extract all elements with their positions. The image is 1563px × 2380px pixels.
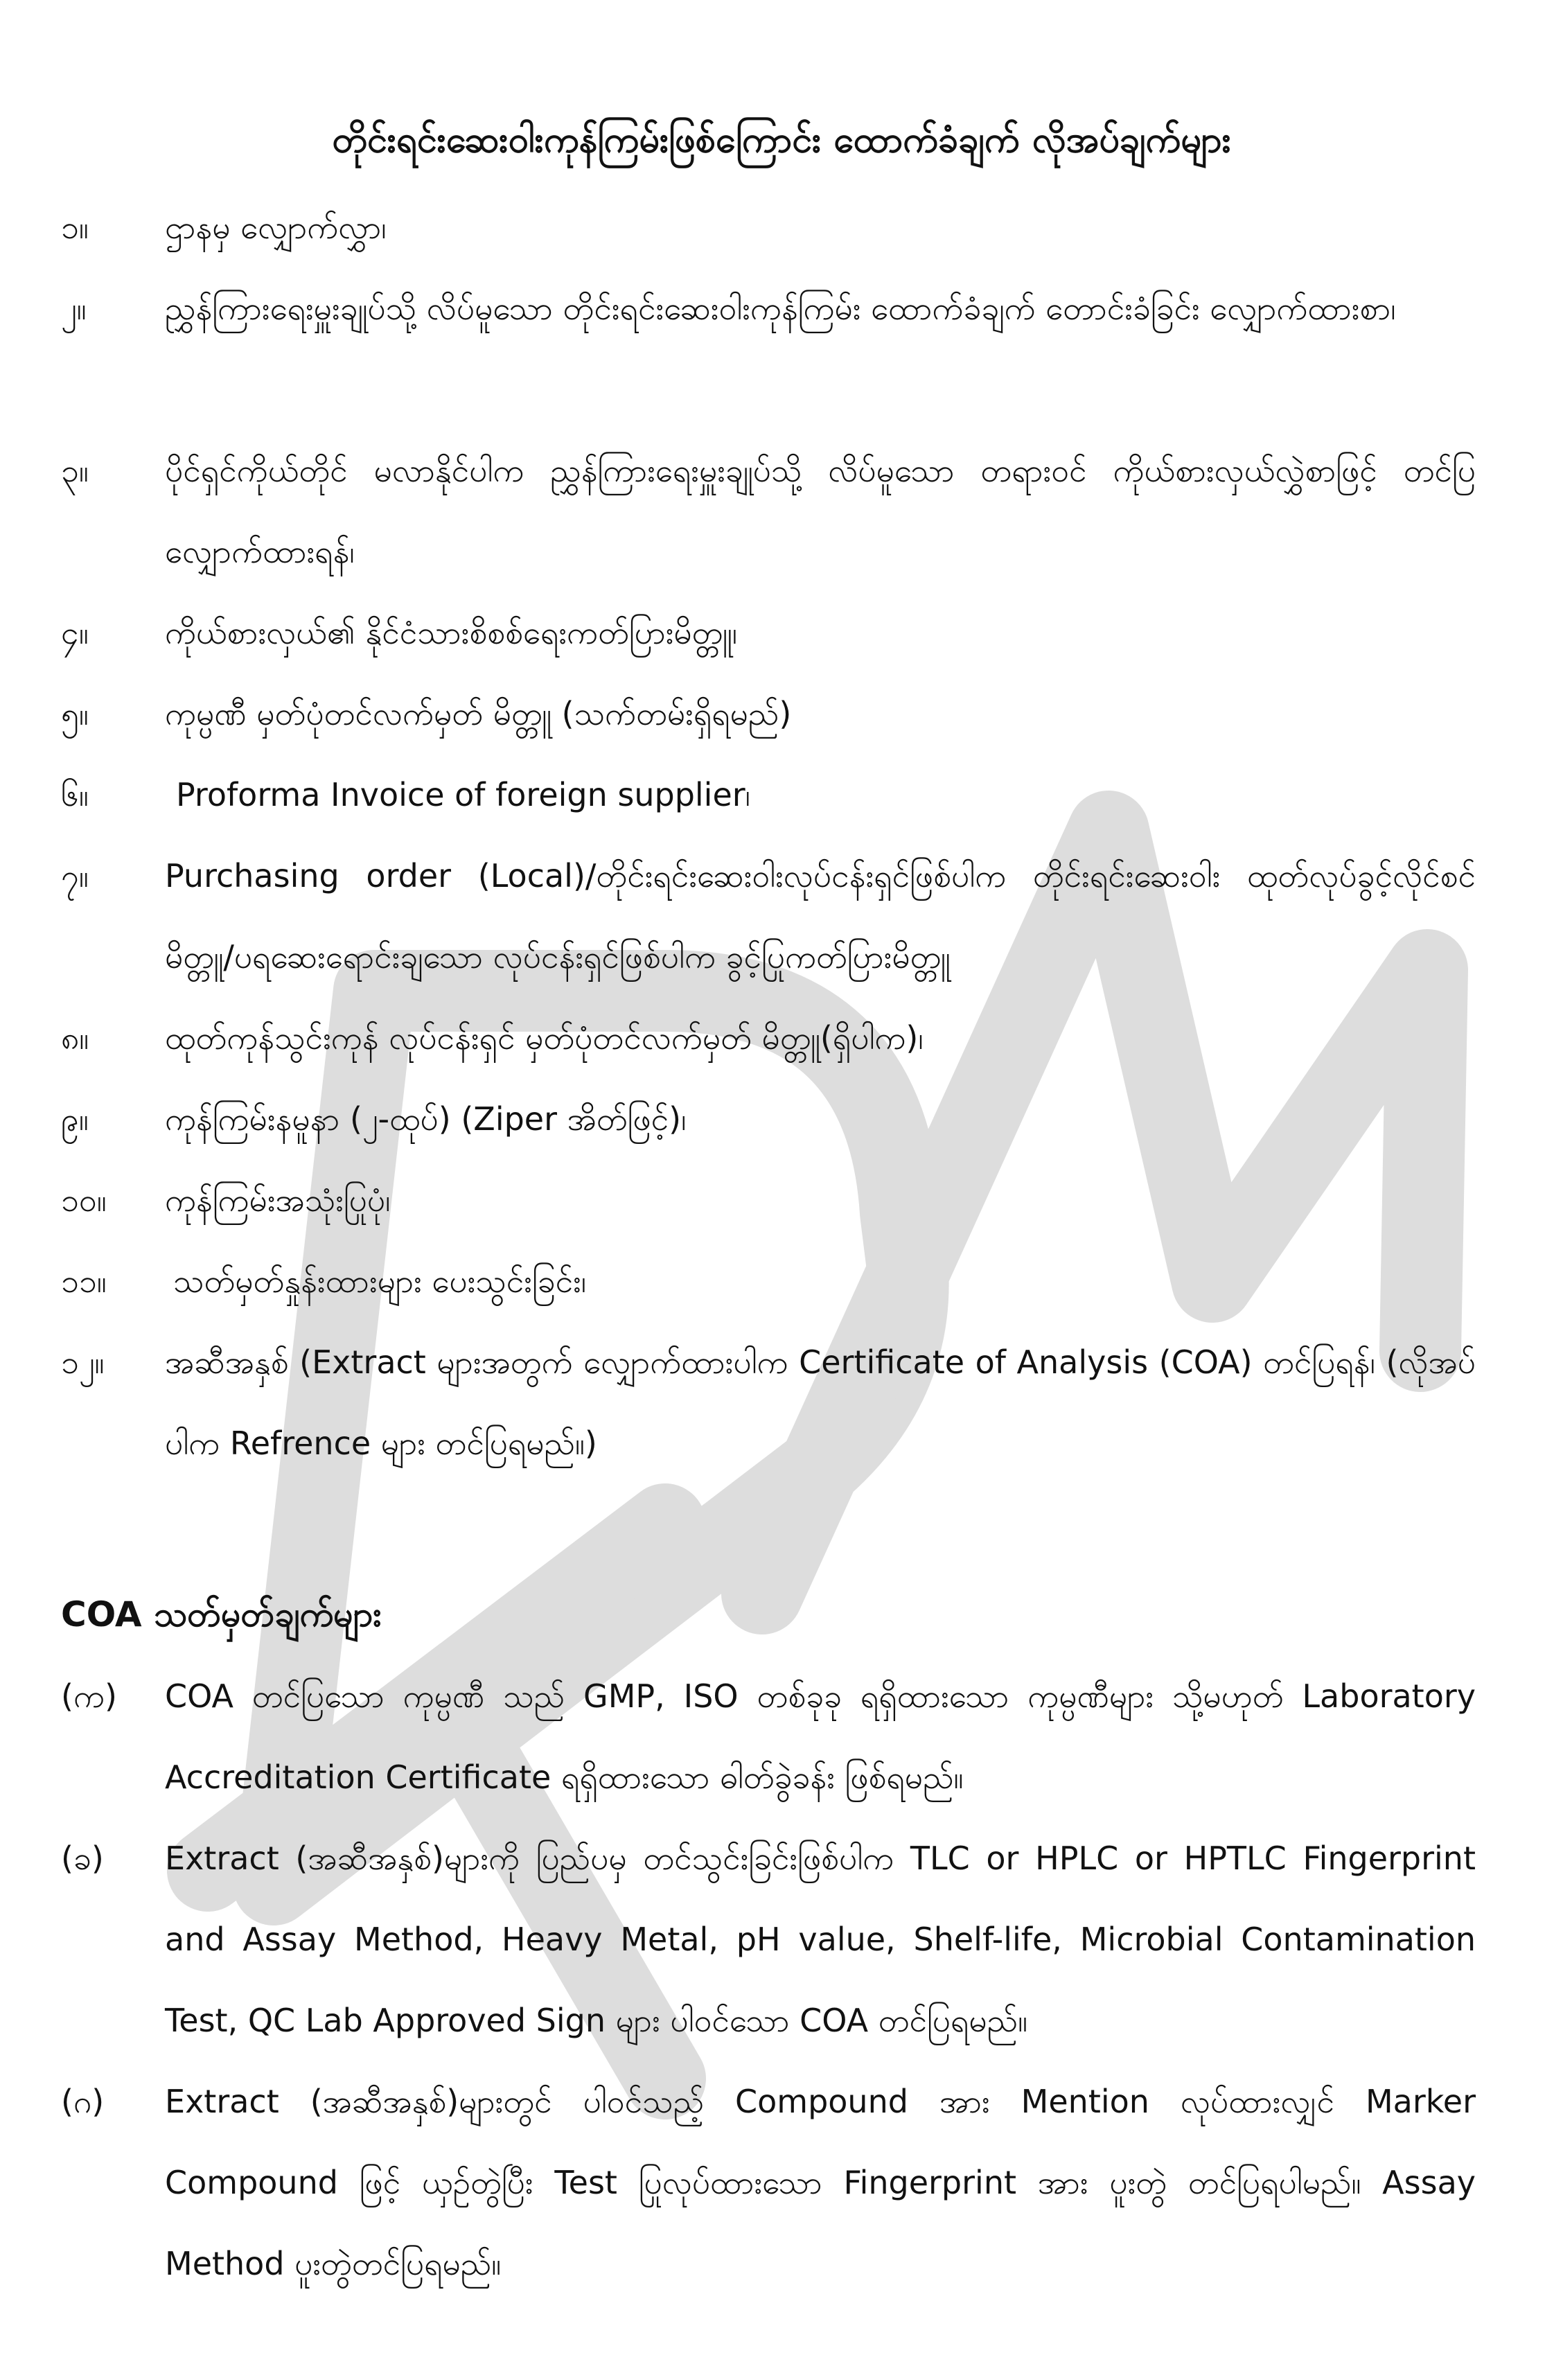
document-title: တိုင်းရင်းဆေးဝါးကုန်ကြမ်းဖြစ်ကြောင်း ထောက်ခံချက် လိုအပ်ချက်များ	[332, 119, 1231, 161]
item-number: ၁၂။	[61, 1343, 105, 1381]
item-number: ၁၁။	[61, 1262, 107, 1300]
item-number: ၅။	[61, 695, 89, 732]
item-text: ကုန်ကြမ်းနမူနာ (၂-ထုပ်) (Ziper အိတ်ဖြင့်)၊	[165, 1100, 687, 1138]
item-text: အဆီအနှစ် (Extract များအတွက် လျှောက်ထားပါက Certificate of Analysis (COA) တင်ပြရန်၊ (လိုအပ်ပါက Refrence များ တင်ပြရမည်။)	[165, 1343, 1476, 1462]
item-text: ညွှန်ကြားရေးမှူးချုပ်သို့ လိပ်မူသော တိုင်းရင်းဆေးဝါးကုန်ကြမ်း ထောက်ခံချက် တောင်းခံခြင်း လျှောက်ထားစာ၊	[165, 290, 1396, 327]
item-text: Extract (အဆီအနှစ်)များတွင် ပါဝင်သည့် Compound အား Mention လုပ်ထားလျှင် Marker Compound ဖြင့် ယှဉ်တွဲပြီး Test ပြုလုပ်ထားသော Fingerprint အား ပူးတွဲ တင်ပြရပါမည်။ Assay Method ပူးတွဲတင်ပြရမည်။	[165, 2083, 1476, 2282]
item-text: Proforma Invoice of foreign supplier၊	[176, 776, 750, 813]
item-text: Extract (အဆီအနှစ်)များကို ပြည်ပမှ တင်သွင်းခြင်းဖြစ်ပါက TLC or HPLC or HPTLC Fingerprint and Assay Method, Heavy Metal, pH value, Shelf-life, Microbial Contamination Test, QC Lab Approved Sign များ ပါဝင်သော COA တင်ပြရမည်။	[165, 1840, 1476, 2039]
item-text: ထုတ်ကုန်သွင်းကုန် လုပ်ငန်းရှင် မှတ်ပုံတင်လက်မှတ် မိတ္တူ(ရှိပါက)၊	[165, 1019, 924, 1057]
item-number: ၁။	[61, 209, 89, 246]
item-text: ကုမ္ပဏီ မှတ်ပုံတင်လက်မှတ် မိတ္တူ (သက်တမ်းရှိရမည်)	[165, 695, 792, 732]
item-number: ၉။	[61, 1100, 89, 1138]
item-number: ၃။	[61, 452, 89, 489]
item-number: ၄။	[61, 614, 89, 651]
item-text: သတ်မှတ်နှုန်းထားများ ပေးသွင်းခြင်း၊	[173, 1262, 587, 1300]
item-number: ၆။	[61, 776, 89, 813]
item-number: ၁၀။	[61, 1181, 107, 1219]
item-text: Purchasing order (Local)/တိုင်းရင်းဆေးဝါးလုပ်ငန်းရှင်ဖြစ်ပါက တိုင်းရင်းဆေးဝါး ထုတ်လုပ်ခွင့်လိုင်စင်မိတ္တူ/ပရဆေးရောင်းချသော လုပ်ငန်းရှင်ဖြစ်ပါက ခွင့်ပြုကတ်ပြားမိတ္တူ	[165, 857, 1476, 976]
item-text: ပိုင်ရှင်ကိုယ်တိုင် မလာနိုင်ပါက ညွှန်ကြားရေးမှူးချုပ်သို့ လိပ်မူသော တရားဝင် ကိုယ်စားလှယ်လွှဲစာဖြင့် တင်ပြလျှောက်ထားရန်၊	[165, 452, 1476, 570]
item-label: (ခ)	[61, 1840, 104, 1877]
item-number: ၈။	[61, 1019, 89, 1057]
item-number: ၇။	[61, 857, 89, 894]
item-text: ကုန်ကြမ်းအသုံးပြုပုံ၊	[165, 1181, 391, 1219]
item-text: ဌာနမှ လျှောက်လွှာ၊	[165, 209, 387, 246]
coa-section-heading: COA သတ်မှတ်ချက်များ	[61, 1594, 382, 1634]
item-label: (က)	[61, 1677, 117, 1715]
item-label: (ဂ)	[61, 2083, 105, 2120]
item-text: ကိုယ်စားလှယ်၏ နိုင်ငံသားစိစစ်ရေးကတ်ပြားမိတ္တူ၊	[165, 614, 738, 651]
item-number: ၂။	[61, 290, 87, 327]
item-text: COA တင်ပြသော ကုမ္ပဏီ သည် GMP, ISO တစ်ခုခု ရရှိထားသော ကုမ္ပဏီများ သို့မဟုတ် Laboratory Accreditation Certificate ရရှိထားသော ဓါတ်ခွဲခန်း ဖြစ်ရမည်။	[165, 1677, 1476, 1796]
